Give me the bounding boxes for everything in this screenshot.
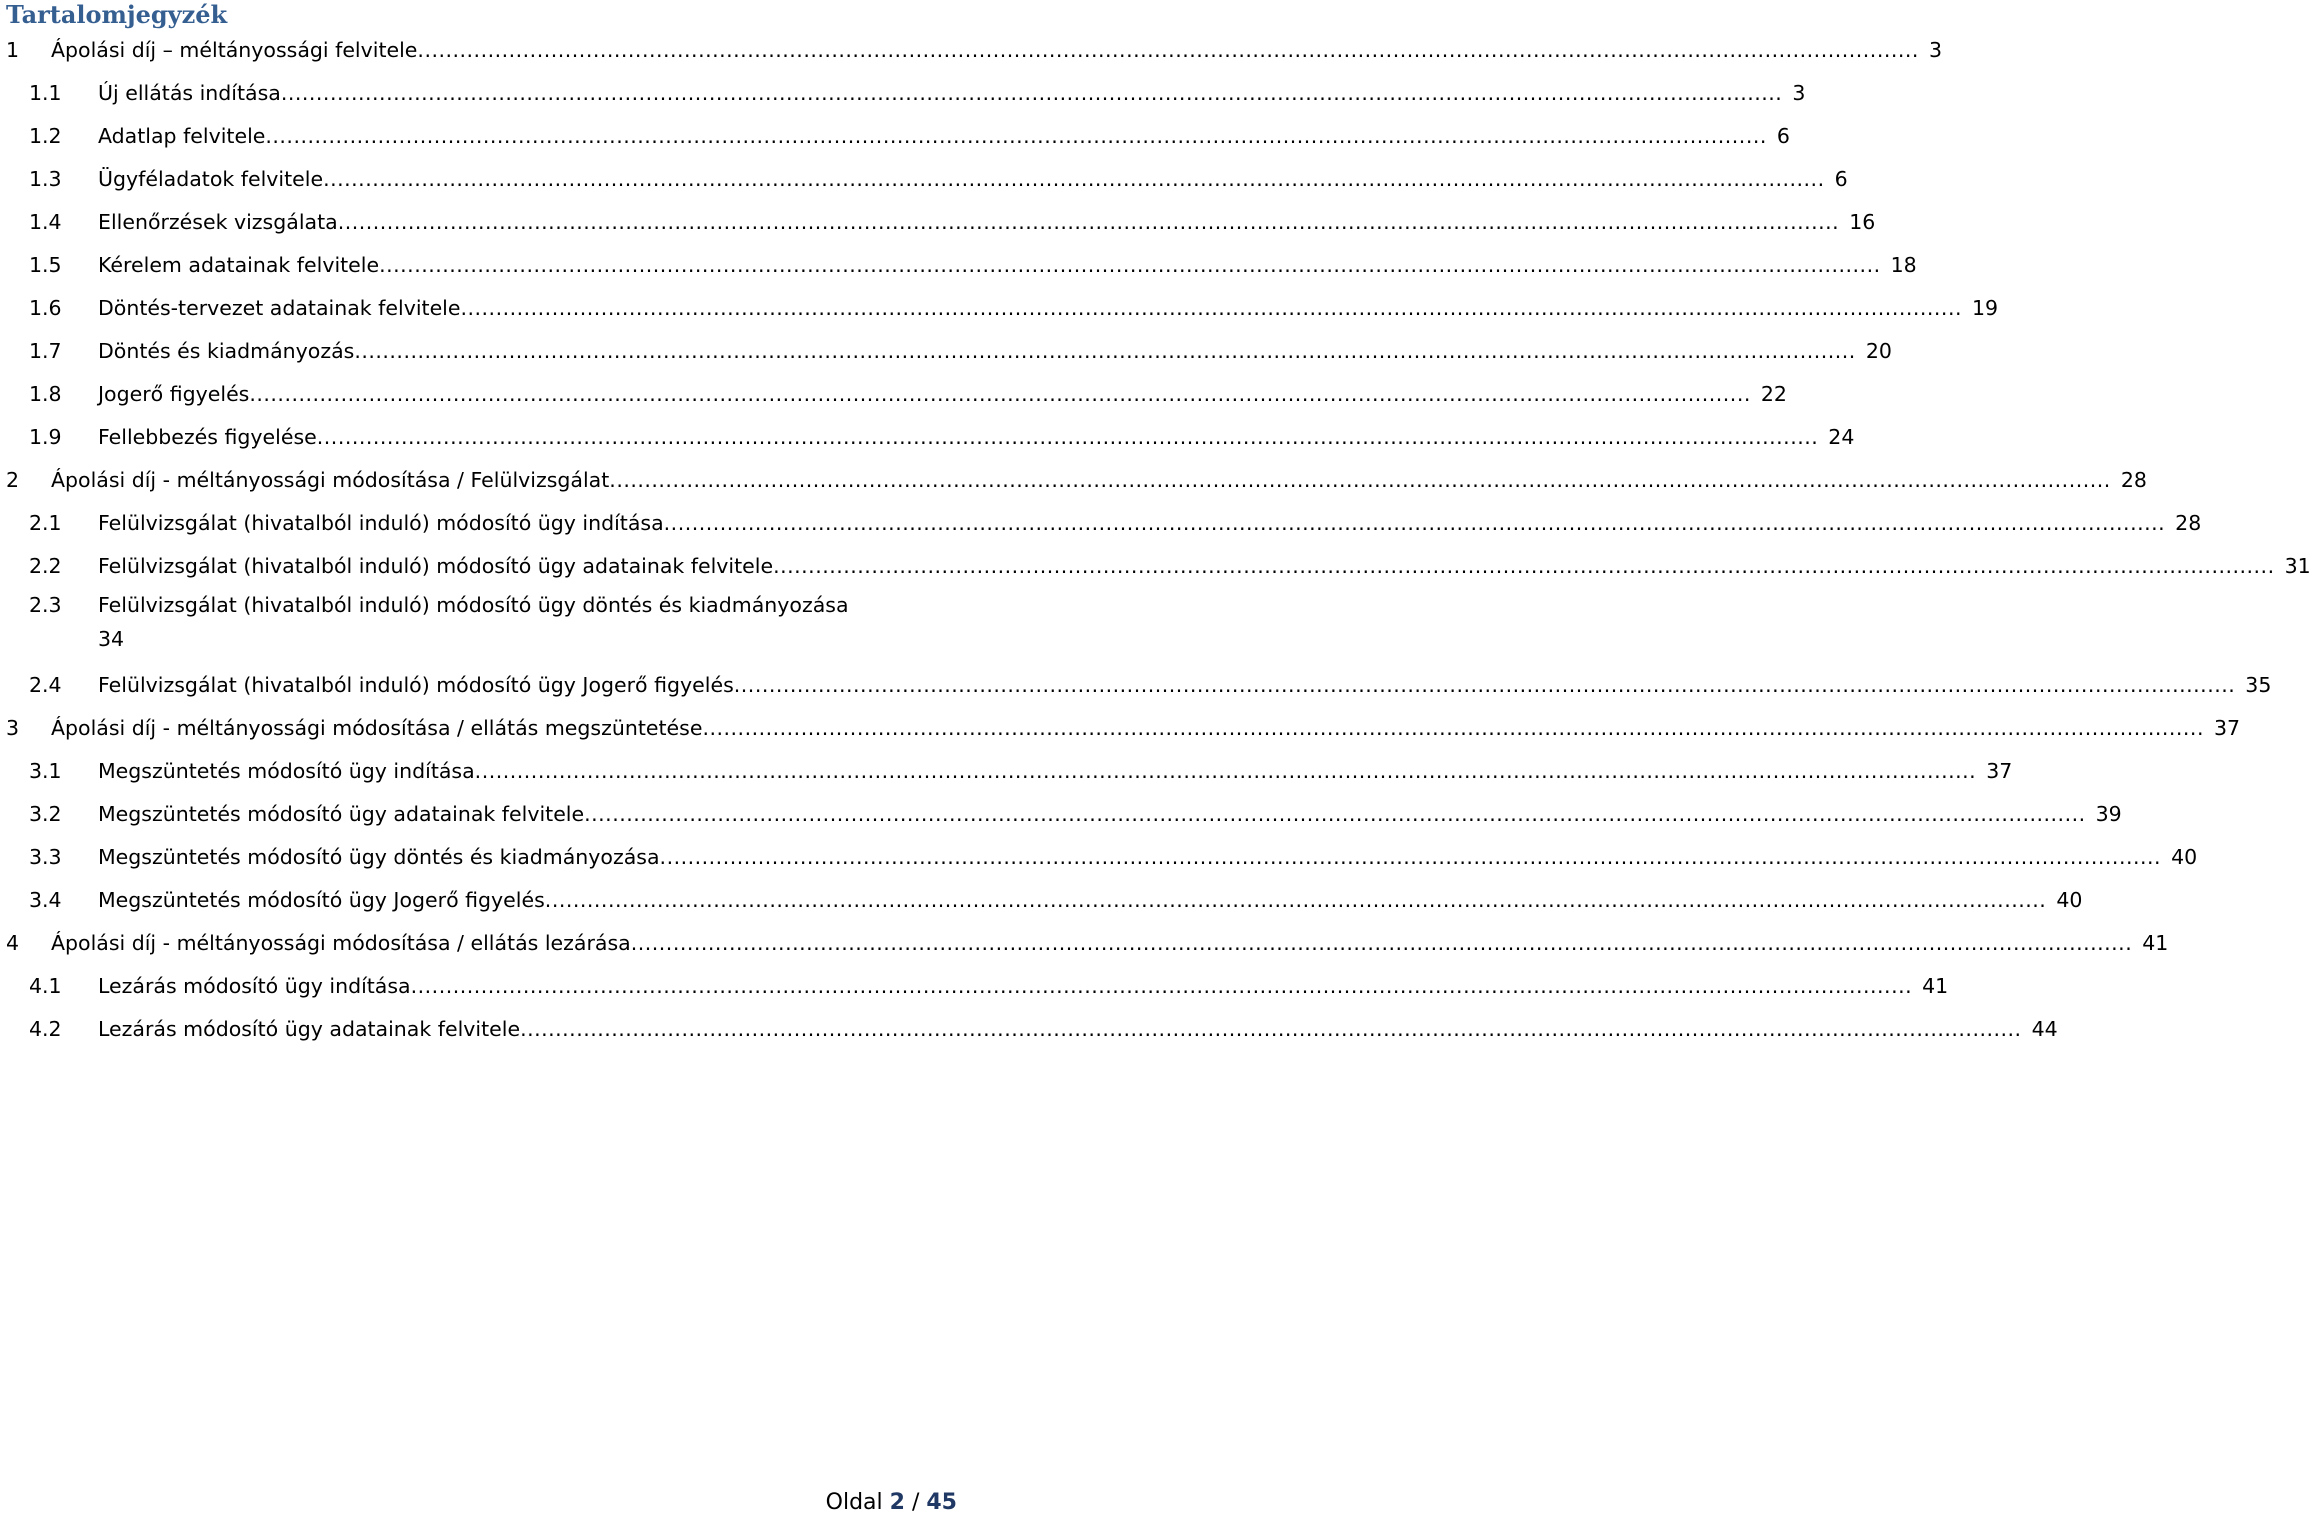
toc-entry-page: 39 — [2095, 802, 2122, 826]
toc-entry-number: 1.9 — [29, 425, 62, 449]
toc-entry-title: Ápolási díj - méltányossági módosítása / ellátás megszüntetése — [51, 716, 703, 740]
toc-entry-4[interactable] — [0, 922, 2169, 965]
toc-entry-title: Felülvizsgálat (hivatalból induló) módosító ügy adatainak felvitele — [98, 554, 774, 578]
toc-entry-number: 2.4 — [29, 673, 62, 697]
toc-entry-number: 3.1 — [29, 759, 62, 783]
toc-entry-page: 37 — [2213, 716, 2241, 740]
toc-heading: Tartalomjegyzék — [6, 0, 228, 29]
toc-entry-1[interactable] — [0, 29, 1942, 72]
toc-entry-page: 3 — [1792, 81, 1806, 105]
toc-entry-number: 4.2 — [29, 1017, 62, 1041]
toc-entry-1-2[interactable] — [0, 115, 1790, 158]
toc-entry-number: 2.1 — [29, 511, 62, 535]
page-number-footer — [826, 1487, 957, 1519]
toc-entry-page: 28 — [2120, 468, 2147, 492]
toc-entry-page: 22 — [1760, 382, 1787, 406]
page-separator: / — [911, 1490, 920, 1515]
toc-entry-4-2[interactable] — [0, 1008, 2058, 1051]
dot-leader — [609, 459, 2111, 502]
toc-entry-number: 2 — [6, 468, 20, 492]
toc-entry-number: 3.4 — [29, 888, 62, 912]
dot-leader — [664, 502, 2166, 545]
toc-entry-page: 34 — [98, 627, 125, 651]
toc-entry-title: Felülvizsgálat (hivatalból induló) módosító ügy döntés és kiadmányozása — [98, 593, 849, 617]
toc-entry-number: 3.2 — [29, 802, 62, 826]
toc-entry-1-6[interactable] — [0, 287, 1999, 330]
dot-leader — [773, 545, 2275, 588]
toc-entry-page: 28 — [2175, 511, 2202, 535]
dot-leader — [545, 879, 2047, 922]
dot-leader — [702, 707, 2204, 750]
toc-entry-1-3[interactable] — [0, 158, 1848, 201]
dot-leader — [281, 72, 1783, 115]
toc-entry-number: 3 — [6, 716, 20, 740]
toc-entry-page: 35 — [2245, 673, 2272, 697]
toc-entry-1-7[interactable] — [0, 330, 1892, 373]
toc-entry-1-9[interactable] — [0, 416, 1855, 459]
current-page-number: 2 — [889, 1490, 905, 1515]
toc-entry-number: 1.5 — [29, 253, 62, 277]
toc-entry-number: 1.1 — [29, 81, 62, 105]
dot-leader — [338, 201, 1840, 244]
toc-entry-page: 3 — [1928, 38, 1942, 62]
toc-entry-2-1[interactable] — [0, 502, 2202, 545]
toc-entry-1-1[interactable] — [0, 72, 1806, 115]
dot-leader — [411, 965, 1913, 1008]
dot-leader — [660, 836, 2162, 879]
toc-entry-page: 31 — [2284, 554, 2311, 578]
toc-entry-page: 40 — [2171, 845, 2198, 869]
toc-entry-title: Megszüntetés módosító ügy adatainak felvitele — [98, 802, 585, 826]
toc-entry-title: Ápolási díj - méltányossági módosítása / Felülvizsgálat — [51, 468, 610, 492]
toc-entry-page: 40 — [2056, 888, 2083, 912]
dot-leader — [265, 115, 1767, 158]
toc-entry-title: Ellenőrzések vizsgálata — [98, 210, 338, 234]
toc-entry-title: Fellebbezés figyelése — [98, 425, 317, 449]
toc-entry-page: 44 — [2031, 1017, 2058, 1041]
page-label: Oldal — [825, 1490, 883, 1515]
toc-entry-number: 1.6 — [29, 296, 62, 320]
toc-entry-number: 4 — [6, 931, 20, 955]
toc-entry-page: 6 — [1776, 124, 1790, 148]
toc-entry-number: 1.3 — [29, 167, 62, 191]
toc-entry-title: Lezárás módosító ügy adatainak felvitele — [98, 1017, 521, 1041]
dot-leader — [460, 287, 1962, 330]
toc-entry-page: 6 — [1834, 167, 1848, 191]
toc-entry-title: Megszüntetés módosító ügy Jogerő figyelés — [98, 888, 545, 912]
toc-entry-page: 16 — [1849, 210, 1876, 234]
toc-entry-number: 3.3 — [29, 845, 62, 869]
toc-entry-number: 1.7 — [29, 339, 62, 363]
toc-entry-title: Döntés-tervezet adatainak felvitele — [98, 296, 461, 320]
toc-entry-page: 20 — [1865, 339, 1892, 363]
dot-leader — [317, 416, 1819, 459]
toc-entry-3[interactable] — [0, 707, 2241, 750]
toc-entry-number: 1.2 — [29, 124, 62, 148]
toc-entry-3-2[interactable] — [0, 793, 2122, 836]
toc-entry-number: 4.1 — [29, 974, 62, 998]
toc-entry-page: 41 — [1922, 974, 1949, 998]
dot-leader — [584, 793, 2086, 836]
toc-entry-3-3[interactable] — [0, 836, 2198, 879]
toc-entry-number: 2.2 — [29, 554, 62, 578]
toc-entry-number: 2.3 — [29, 593, 62, 617]
dot-leader — [734, 664, 2236, 707]
toc-entry-page: 37 — [1986, 759, 2013, 783]
dot-leader — [249, 373, 1751, 416]
toc-entry-page: 41 — [2142, 931, 2169, 955]
toc-entry-page: 19 — [1972, 296, 1999, 320]
toc-entry-2-3[interactable] — [0, 588, 960, 664]
toc-entry-title: Új ellátás indítása — [98, 81, 281, 105]
toc-entry-title-block — [98, 588, 958, 656]
toc-entry-title: Ügyféladatok felvitele — [98, 167, 324, 191]
dot-leader — [354, 330, 1856, 373]
toc-entry-1-4[interactable] — [0, 201, 1876, 244]
toc-entry-number: 1.4 — [29, 210, 62, 234]
toc-entry-title: Ápolási díj – méltányossági felvitele — [51, 38, 418, 62]
toc-entry-title: Kérelem adatainak felvitele — [98, 253, 380, 277]
toc-entry-title: Jogerő figyelés — [98, 382, 250, 406]
toc-entry-4-1[interactable] — [0, 965, 1949, 1008]
toc-entry-title: Megszüntetés módosító ügy indítása — [98, 759, 475, 783]
table-of-contents — [0, 29, 2311, 1051]
toc-entry-title: Döntés és kiadmányozás — [98, 339, 355, 363]
toc-entry-page: 24 — [1828, 425, 1855, 449]
toc-entry-title: Megszüntetés módosító ügy döntés és kiadmányozása — [98, 845, 660, 869]
dot-leader — [379, 244, 1881, 287]
toc-entry-3-4[interactable] — [0, 879, 2083, 922]
total-page-count: 45 — [926, 1490, 957, 1515]
dot-leader — [475, 750, 1977, 793]
toc-entry-title: Felülvizsgálat (hivatalból induló) módosító ügy indítása — [98, 511, 664, 535]
toc-entry-title: Lezárás módosító ügy indítása — [98, 974, 411, 998]
toc-entry-number: 1.8 — [29, 382, 62, 406]
toc-entry-number: 1 — [6, 38, 20, 62]
toc-entry-page: 18 — [1890, 253, 1917, 277]
toc-entry-2-4[interactable] — [0, 664, 2272, 707]
toc-entry-3-1[interactable] — [0, 750, 2013, 793]
toc-entry-title: Adatlap felvitele — [98, 124, 266, 148]
dot-leader — [631, 922, 2133, 965]
toc-entry-2[interactable] — [0, 459, 2147, 502]
toc-entry-1-5[interactable] — [0, 244, 1917, 287]
toc-entry-title: Ápolási díj - méltányossági módosítása / ellátás lezárása — [51, 931, 631, 955]
toc-entry-title: Felülvizsgálat (hivatalból induló) módosító ügy Jogerő figyelés — [98, 673, 734, 697]
toc-entry-1-8[interactable] — [0, 373, 1787, 416]
dot-leader — [417, 29, 1919, 72]
dot-leader — [520, 1008, 2022, 1051]
toc-entry-2-2[interactable] — [0, 545, 2311, 588]
dot-leader — [323, 158, 1825, 201]
